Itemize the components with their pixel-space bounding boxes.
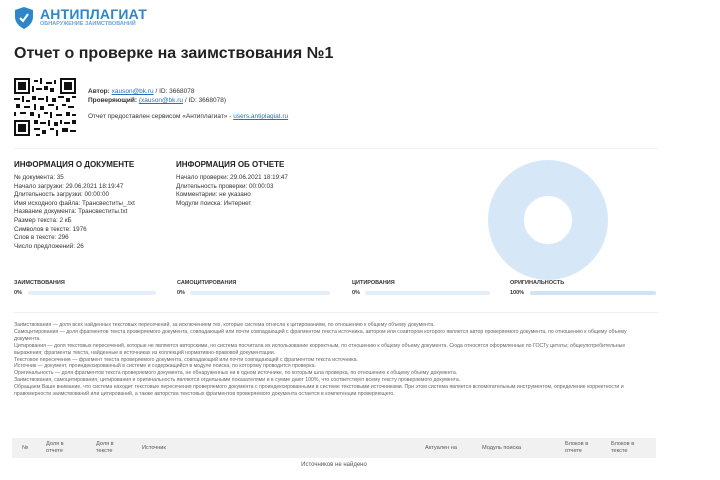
stat-originality-label: ОРИГИНАЛЬНОСТЬ	[510, 280, 565, 286]
sources-empty-message: Источников не найдено	[301, 462, 367, 468]
legend-definitions	[14, 322, 634, 398]
brand-name[interactable]: АНТИПЛАГИАТ	[40, 6, 147, 22]
stat-citations-bar	[365, 291, 490, 295]
report-info-title: ИНФОРМАЦИЯ ОБ ОТЧЕТЕ	[176, 160, 285, 169]
service-line	[88, 113, 288, 120]
report-title: Отчет о проверке на заимствования №1	[14, 45, 334, 62]
doc-info-line: Имя исходного файла: Трансвеститы_.txt	[14, 199, 135, 207]
legend-paragraph: Текстовое пересечение — фрагмент текста проверяемого документа, совпадающий или почти совпадающий с фрагментом текста источника.	[14, 356, 358, 363]
report-info-line: Начало проверки: 29.06.2021 18:19:47	[176, 174, 288, 181]
doc-info-line: Длительность загрузки: 00:00:00	[14, 191, 109, 199]
stat-borrowings-value: 0%	[14, 290, 22, 296]
stat-originality-fill	[530, 291, 656, 295]
doc-info-line: Число предложений: 26	[14, 242, 84, 250]
brand-tagline: ОБНАРУЖЕНИЕ ЗАИМСТВОВАНИЙ	[40, 21, 136, 27]
stat-selfcite-label: САМОЦИТИРОВАНИЯ	[177, 280, 237, 286]
doc-info-line: № документа: 35	[14, 174, 64, 181]
divider	[14, 312, 658, 313]
antiplagiat-shield-icon	[14, 6, 34, 30]
stat-citations-value: 0%	[352, 290, 360, 296]
report-info-line: Длительность проверки: 00:00:03	[176, 182, 274, 190]
col-number: №	[22, 445, 29, 451]
author-label: Автор:	[88, 88, 110, 95]
legend-paragraph: Источник — документ, проиндексированный в системе и содержащийся в модуле поиска, по которому проводится проверка.	[14, 363, 316, 370]
checker-email-link[interactable]: (xauson@bk.ru	[138, 97, 184, 104]
stat-originality-bar	[530, 291, 656, 295]
doc-info-line: Название документа: Трансвеститы.txt	[14, 208, 128, 216]
col-share-report: Доля в отчете	[46, 441, 64, 454]
col-blocks-text: Блоков в тексте	[611, 441, 635, 454]
col-blocks-report: Блоков в отчете	[565, 441, 589, 454]
stat-selfcite-bar	[190, 291, 330, 295]
author-line	[88, 88, 194, 95]
stat-borrowings-label: ЗАИМСТВОВАНИЯ	[14, 280, 65, 286]
author-id: / ID: 3668078	[155, 88, 195, 95]
doc-info-line: Слов в тексте: 296	[14, 234, 69, 242]
col-source: Источник	[142, 445, 166, 451]
checker-id: / ID: 3668078)	[184, 97, 227, 104]
stat-citations-label: ЦИТИРОВАНИЯ	[352, 280, 395, 286]
pie-slice-оригинальность	[506, 178, 590, 262]
doc-info-line: Начало загрузки: 29.06.2021 18:19:47	[14, 182, 124, 190]
doc-info-line: Символов в тексте: 1976	[14, 225, 87, 233]
stat-borrowings-bar	[28, 291, 156, 295]
doc-info-list	[14, 174, 135, 251]
originality-pie-chart	[488, 160, 608, 280]
stat-selfcite-value: 0%	[177, 290, 185, 296]
legend-paragraph: Заимствования — доля всех найденных текстовых пересечений, за исключением тех, которые система отнесла к цитированиям, по отношению к общему объему документа.	[14, 322, 435, 328]
col-search-module: Модуль поиска	[482, 445, 522, 451]
author-email-link[interactable]: xauson@bk.ru	[111, 88, 154, 95]
service-link[interactable]: users.antiplagiat.ru	[233, 113, 289, 120]
divider	[14, 148, 658, 149]
checker-line	[88, 97, 226, 104]
col-share-text: Доля в тексте	[96, 441, 114, 454]
legend-paragraph: Цитирования — доля текстовых пересечений, которые не являются авторскими, но система посчитала их использование корректным, по отношению к общему объему документа. Сюда относятся оформленные по ГОСТу цитаты; общеупотребительные выражения; фрагменты текста, найденные в источниках из коллекций нормативно-правовой документации.	[14, 342, 626, 356]
service-text: Отчет предоставлен сервисом «Антиплагиат» -	[88, 113, 232, 120]
doc-info-title: ИНФОРМАЦИЯ О ДОКУМЕНТЕ	[14, 160, 135, 169]
legend-paragraph: Обращаем Ваше внимание, что система находит текстовые пересечения проверяемого документа с проиндексированными в системе текстовыми источниками. При этом система является вспомогательным инструментом, определение корректности и правомерности заимствований или цитирований, а также авторства текстовых фрагментов проверяемого документа остается в компетенции проверяющего.	[14, 384, 624, 398]
legend-paragraph: Оригинальность — доля фрагментов текста проверяемого документа, не обнаруженных ни в одном источнике, по которым шла проверка, по отношению к общему объему документа.	[14, 370, 458, 377]
report-info-line: Комментарии: не указано	[176, 191, 251, 199]
col-actual-date: Актуален на	[425, 445, 457, 451]
checker-label: Проверяющий:	[88, 97, 138, 104]
report-info-list	[176, 174, 288, 208]
stat-originality-value: 100%	[510, 290, 525, 296]
sources-table-header	[12, 438, 656, 458]
legend-paragraph: Заимствования, самоцитирования, цитирования и оригинальность являются отдельными показателями и в сумме дают 100%, что соответствует всему тексту проверяемого документа.	[14, 377, 461, 384]
qr-code	[14, 78, 76, 136]
doc-info-line: Размер текста: 2 кБ	[14, 216, 72, 224]
report-info-line: Модули поиска: Интернет	[176, 199, 252, 207]
legend-paragraph: Самоцитирования — доля фрагментов текста проверяемого документа, совпадающий или почти совпадающий с фрагментом текста источника, автором или соавтором которого является автор проверяемого документа, по отношению к общему объему документа.	[14, 328, 627, 342]
